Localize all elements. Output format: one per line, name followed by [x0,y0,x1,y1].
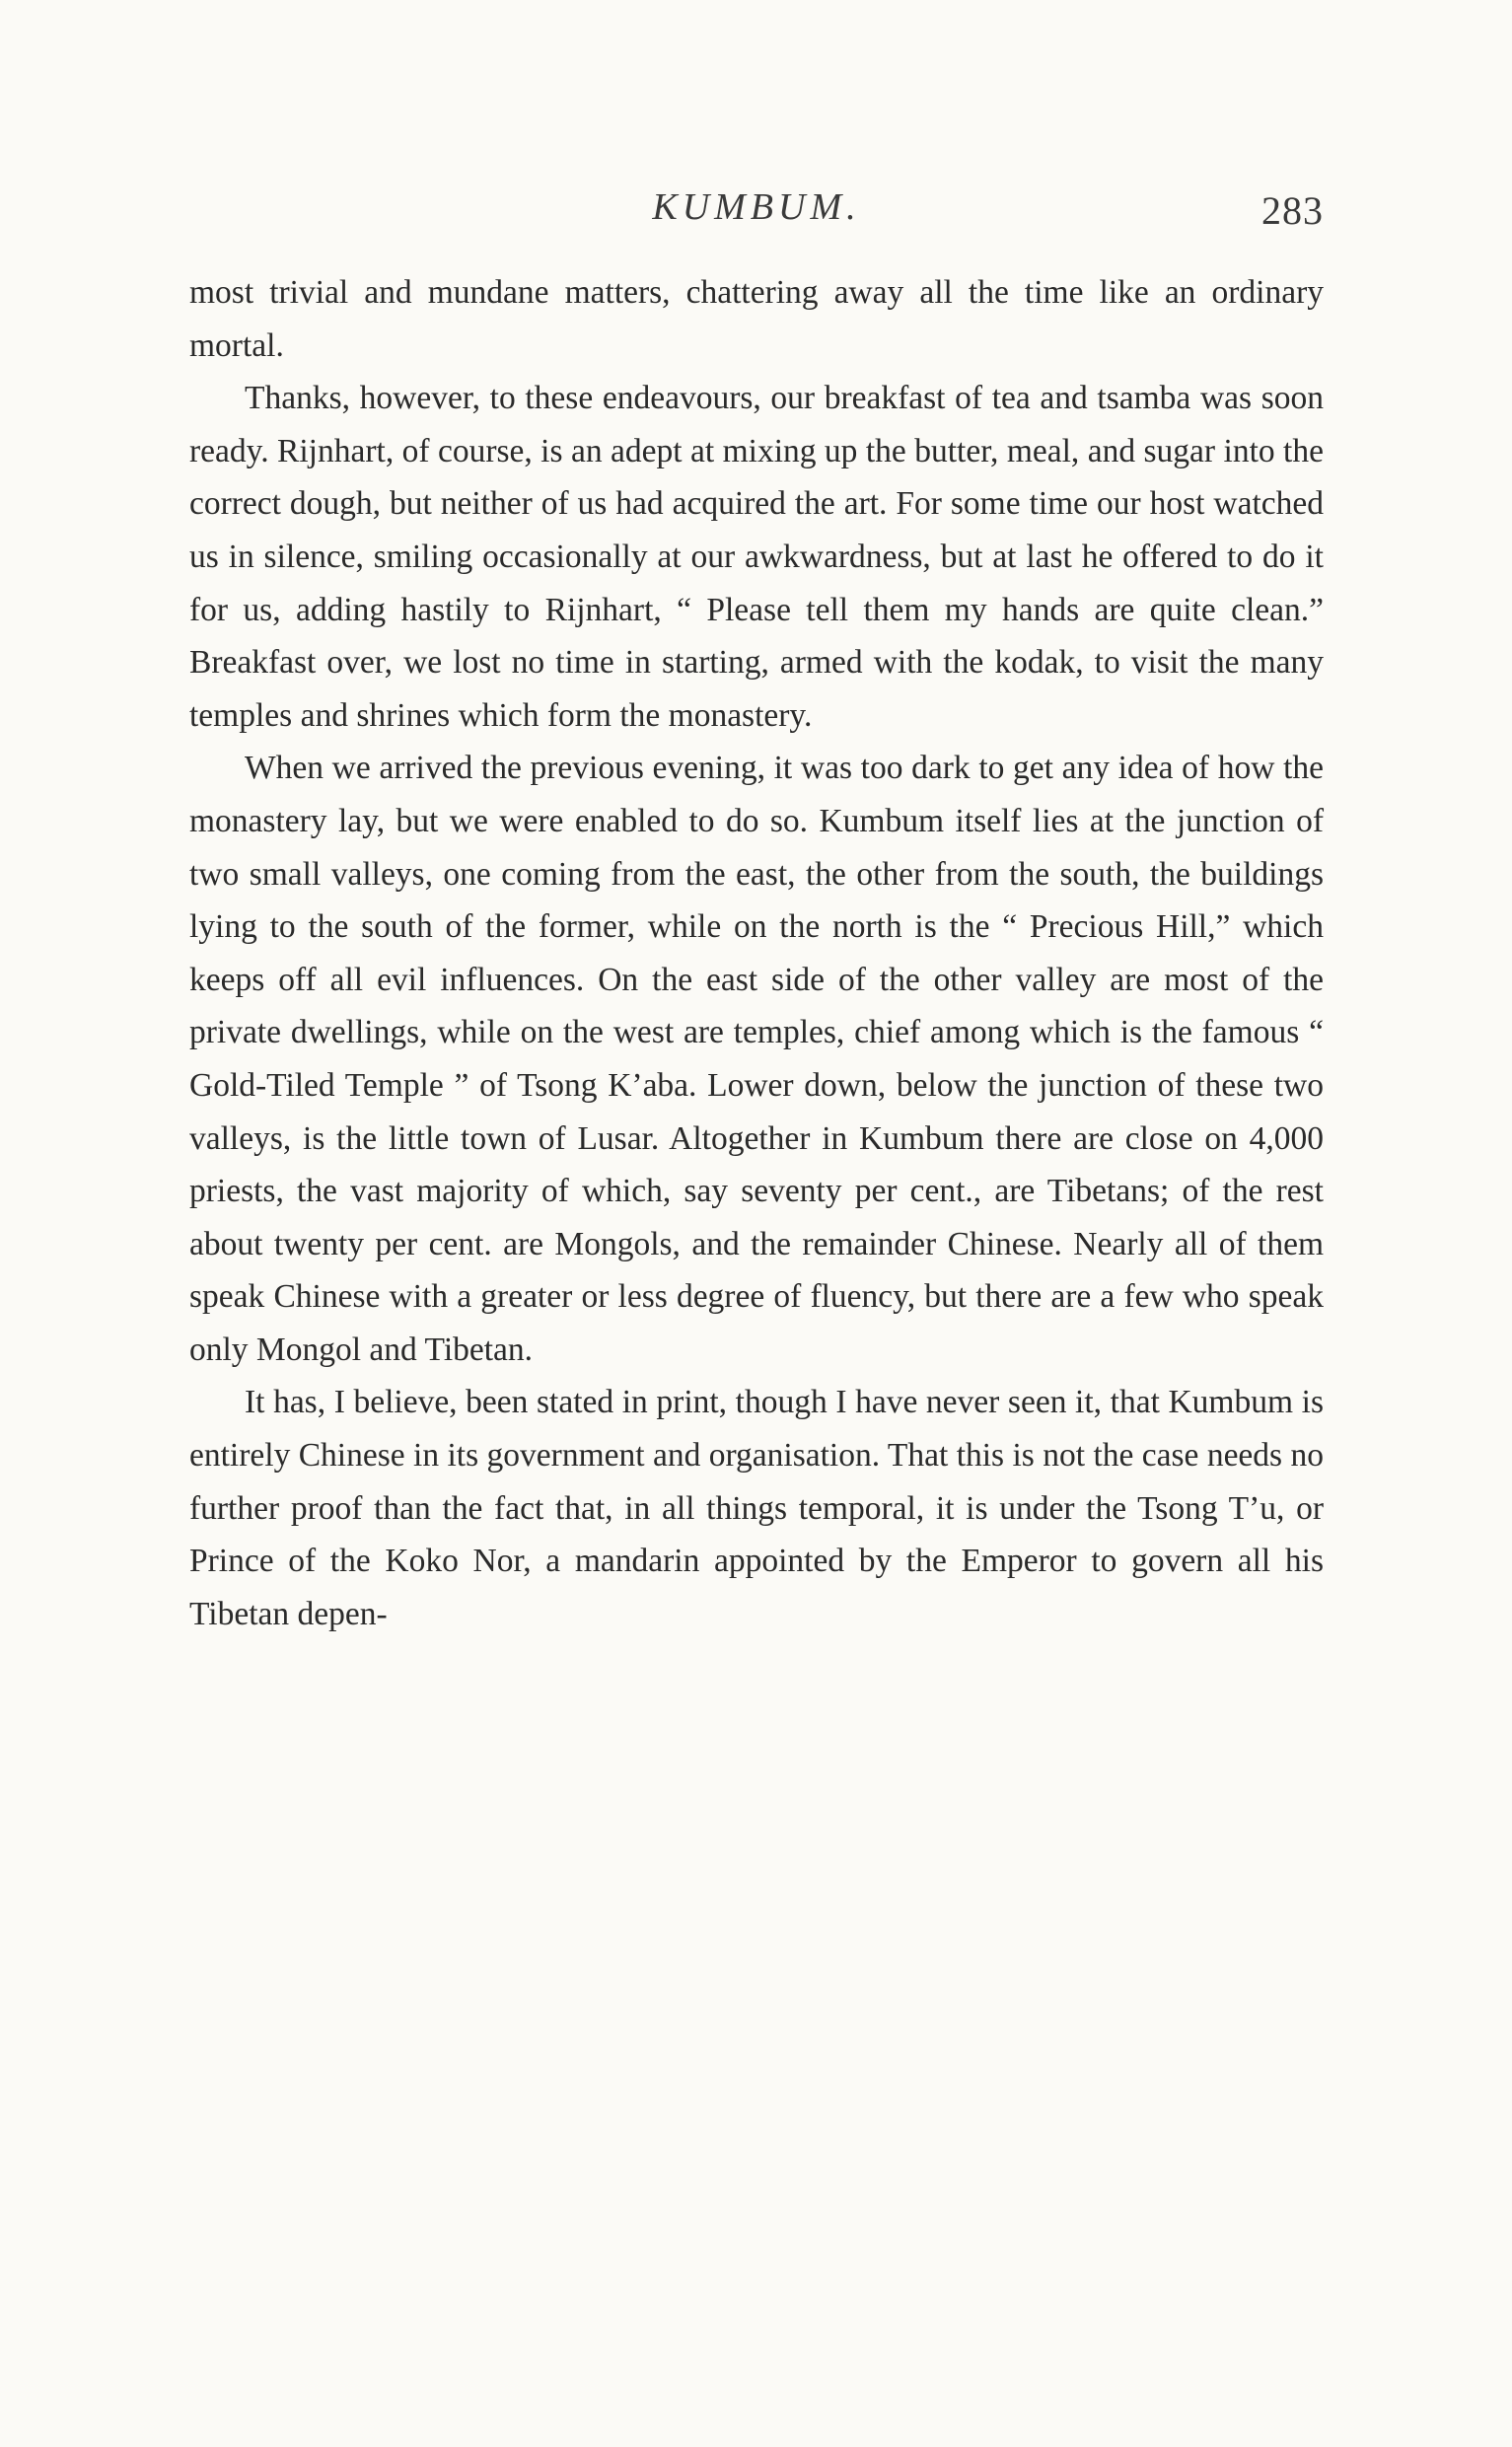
body-text [189,266,1324,1640]
paragraph-government: It has, I believe, been stated in print, though I have never seen it, that Kumbum is entirely Chinese in its government and organisation. That this is not the case needs no further proof than the fact that, in all things temporal, it is under the Tsong T’u, or Prince of the Koko Nor, a mandarin appointed by the Emperor to govern all his Tibetan depen- [189,1384,1324,1632]
paragraph-monastery-layout: When we arrived the previous evening, it was too dark to get any idea of how the monastery lay, but we were enabled to do so. Kumbum itself lies at the junction of two small valleys, one coming from the east, the other from the south, the buildings lying to the south of the former, while on the north is the “ Precious Hill,” which keeps off all evil influences. On the east side of the other valley are most of the private dwellings, while on the west are temples, chief among which is the famous “ Gold-Tiled Temple ” of Tsong K’aba. Lower down, below the junction of these two valleys, is the little town of Lusar. Altogether in Kumbum there are close on 4,000 priests, the vast majority of which, say seventy per cent., are Tibetans; of the rest about twenty per cent. are Mongols, and the remainder Chinese. Nearly all of them speak Chinese with a greater or less degree of fluency, but there are a few who speak only Mongol and Tibetan. [189,750,1324,1368]
paragraph-breakfast: Thanks, however, to these endeavours, our breakfast of tea and tsamba was soon ready. Rijnhart, of course, is an adept at mixing up the butter, meal, and sugar into the correct dough, but neither of us had acquired the art. For some time our host watched us in silence, smiling occasionally at our awkwardness, but at last he offered to do it for us, adding hastily to Rijnhart, “ Please tell them my hands are quite clean.” Breakfast over, we lost no time in starting, armed with the kodak, to visit the many temples and shrines which form the monastery. [189,380,1324,734]
running-head [189,185,1324,245]
paragraph-continued: most trivial and mundane matters, chattering away all the time like an ordinary mortal. [189,274,1324,364]
page-number: 283 [1261,188,1324,233]
running-title: KUMBUM. [652,186,861,228]
